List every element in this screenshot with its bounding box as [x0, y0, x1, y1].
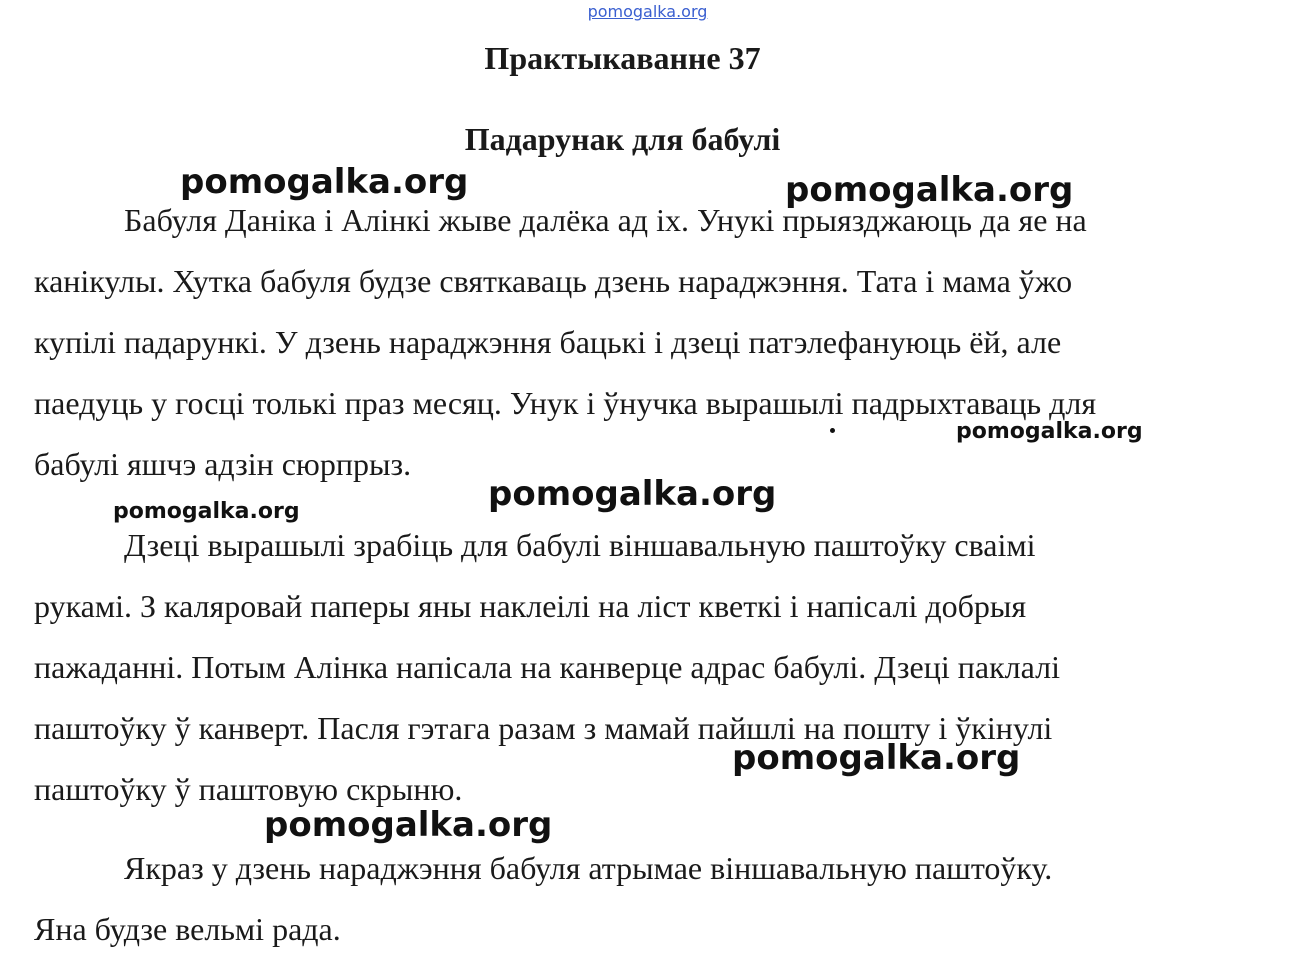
paragraph-1 — [34, 190, 1234, 495]
paragraph-line: Бабуля Даніка і Алінкі жыве далёка ад іх. Унукі прыязджаюць да яе на — [124, 202, 1087, 238]
watermark: pomogalka.org — [264, 805, 553, 845]
paragraph-line: Якраз у дзень нараджэння бабуля атрымае віншавальную паштоўку. — [124, 850, 1053, 886]
watermark: pomogalka.org — [956, 419, 1143, 444]
paragraph-line: канікулы. Хутка бабуля будзе святкаваць дзень нараджэння. Тата і мама ўжо — [34, 263, 1073, 299]
paragraph-2 — [34, 515, 1234, 820]
top-site-watermark-link[interactable]: pomogalka.org — [587, 2, 708, 21]
paragraph-line: пажаданні. Потым Алінка напісала на канверце адрас бабулі. Дзеці паклалі — [34, 649, 1060, 685]
page-title: Практыкаванне 37 — [484, 40, 761, 76]
paragraph-line: паедуць у госці толькі праз месяц. Унук і ўнучка вырашылі падрыхтаваць для — [34, 385, 1097, 421]
paragraph-line: купілі падарункі. У дзень нараджэння бацькі і дзеці патэлефануюць ёй, але — [34, 324, 1062, 360]
watermark: pomogalka.org — [180, 162, 469, 202]
paragraph-3 — [34, 838, 1234, 960]
page-subtitle: Падарунак для бабулі — [464, 121, 781, 157]
watermark: pomogalka.org — [488, 474, 777, 514]
stray-dot — [830, 428, 835, 433]
paragraph-line: бабулі яшчэ адзін сюрпрыз. — [34, 446, 412, 482]
paragraph-line: паштоўку ў паштовую скрыню. — [34, 771, 463, 807]
paragraph-line: рукамі. З каляровай паперы яны наклеілі на ліст кветкі і напісалі добрыя — [34, 588, 1027, 624]
paragraph-line: паштоўку ў канверт. Пасля гэтага разам з мамай пайшлі на пошту і ўкінулі — [34, 710, 1053, 746]
watermark: pomogalka.org — [113, 499, 300, 524]
watermark: pomogalka.org — [732, 738, 1021, 778]
watermark: pomogalka.org — [785, 170, 1074, 210]
paragraph-line: Дзеці вырашылі зрабіць для бабулі віншавальную паштоўку сваімі — [124, 527, 1036, 563]
paragraph-line: Яна будзе вельмі рада. — [34, 911, 341, 947]
